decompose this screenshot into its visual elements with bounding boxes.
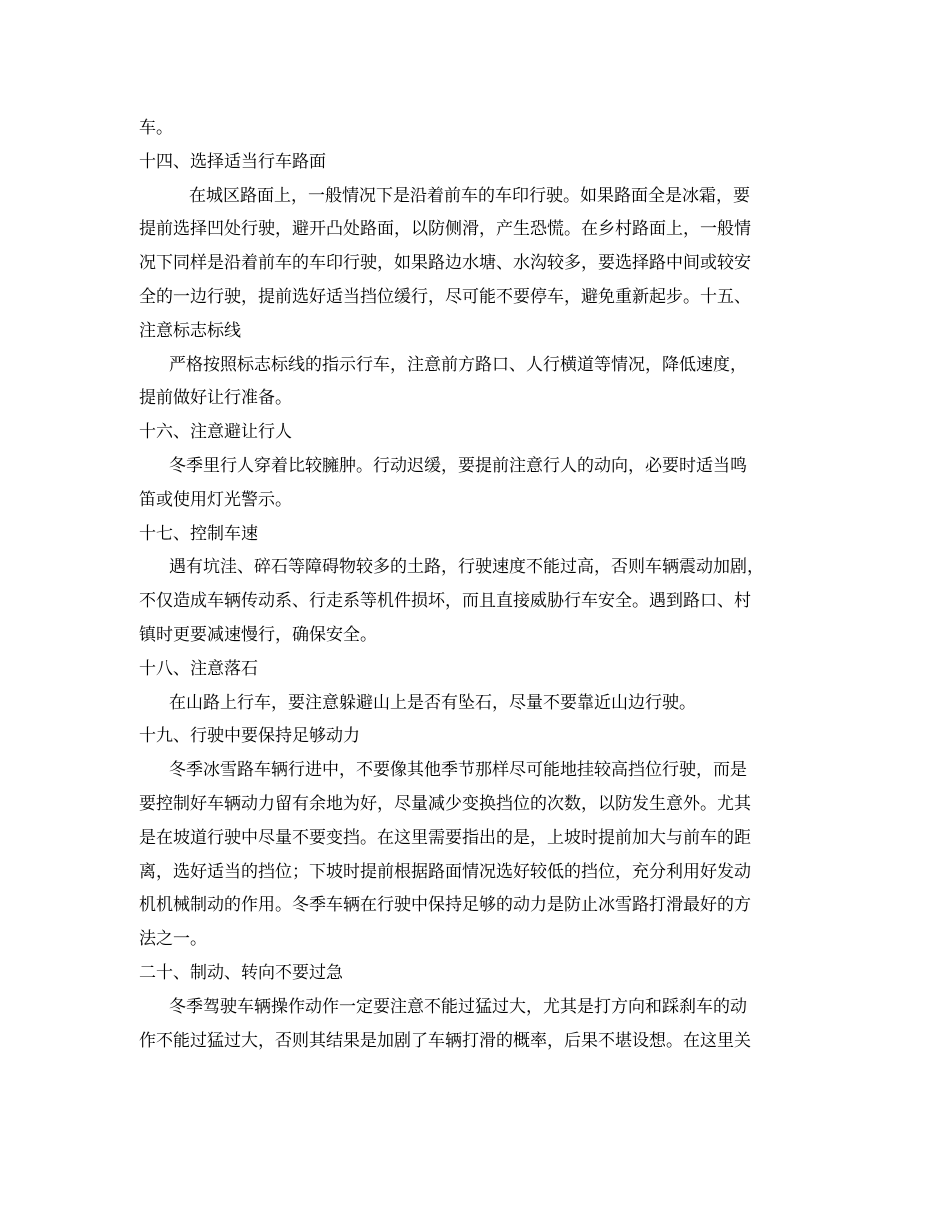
text-line: 车。 <box>139 118 173 138</box>
paragraph-line: 况下同样是沿着前车的车印行驶，如果路边水塘、水沟较多，要选择路中间或较安 <box>139 253 751 274</box>
paragraph-line: 机机械制动的作用。冬季车辆在行驶中保持足够的动力是防止冰雪路打滑最好的方 <box>139 895 751 916</box>
paragraph-line: 在城区路面上，一般情况下是沿着前车的车印行驶。如果路面全是冰霜，要 <box>189 185 750 206</box>
section-heading: 十九、行驶中要保持足够动力 <box>139 726 360 747</box>
section-heading: 十四、选择适当行车路面 <box>139 151 326 172</box>
section-heading: 注意标志标线 <box>139 320 241 341</box>
paragraph-line: 不仅造成车辆传动系、行走系等机件损坏，而且直接威胁行车安全。遇到路口、村 <box>139 591 751 612</box>
section-heading: 十八、注意落石 <box>139 658 258 679</box>
paragraph-line: 作不能过猛过大，否则其结果是加剧了车辆打滑的概率，后果不堪设想。在这里关 <box>139 1030 751 1051</box>
paragraph-line: 要控制好车辆动力留有余地为好，尽量减少变换挡位的次数，以防发生意外。尤其 <box>139 793 751 814</box>
paragraph-line: 遇有坑洼、碎石等障碍物较多的土路，行驶速度不能过高，否则车辆震动加剧， <box>169 557 764 578</box>
paragraph-line: 冬季里行人穿着比较臃肿。行动迟缓，要提前注意行人的动向，必要时适当鸣 <box>169 455 747 476</box>
paragraph-line: 全的一边行驶，提前选好适当挡位缓行，尽可能不要停车，避免重新起步。十五、 <box>139 286 751 307</box>
document-body <box>139 112 829 1058</box>
paragraph-line: 离，选好适当的挡位；下坡时提前根据路面情况选好较低的挡位，充分利用好发动 <box>139 861 751 882</box>
paragraph-line: 提前做好让行准备。 <box>139 388 292 409</box>
paragraph-line: 镇时更要减速慢行，确保安全。 <box>139 624 377 645</box>
paragraph-line: 提前选择凹处行驶，避开凸处路面，以防侧滑，产生恐慌。在乡村路面上，一般情 <box>139 219 751 240</box>
paragraph-line: 是在坡道行驶中尽量不要变挡。在这里需要指出的是，上坡时提前加大与前车的距 <box>139 827 751 848</box>
paragraph-line: 在山路上行车，要注意躲避山上是否有坠石，尽量不要靠近山边行驶。 <box>169 692 696 713</box>
paragraph-line: 冬季冰雪路车辆行进中，不要像其他季节那样尽可能地挂较高挡位行驶，而是 <box>169 760 747 781</box>
paragraph-line: 法之一。 <box>139 929 207 950</box>
section-heading: 十七、控制车速 <box>139 523 258 544</box>
paragraph-line: 笛或使用灯光警示。 <box>139 489 292 510</box>
section-heading: 十六、注意避让行人 <box>139 422 292 443</box>
section-heading: 二十、制动、转向不要过急 <box>139 962 343 983</box>
paragraph-line: 严格按照标志标线的指示行车，注意前方路口、人行横道等情况，降低速度， <box>169 354 747 375</box>
paragraph-line: 冬季驾驶车辆操作动作一定要注意不能过猛过大，尤其是打方向和踩刹车的动 <box>169 996 747 1017</box>
